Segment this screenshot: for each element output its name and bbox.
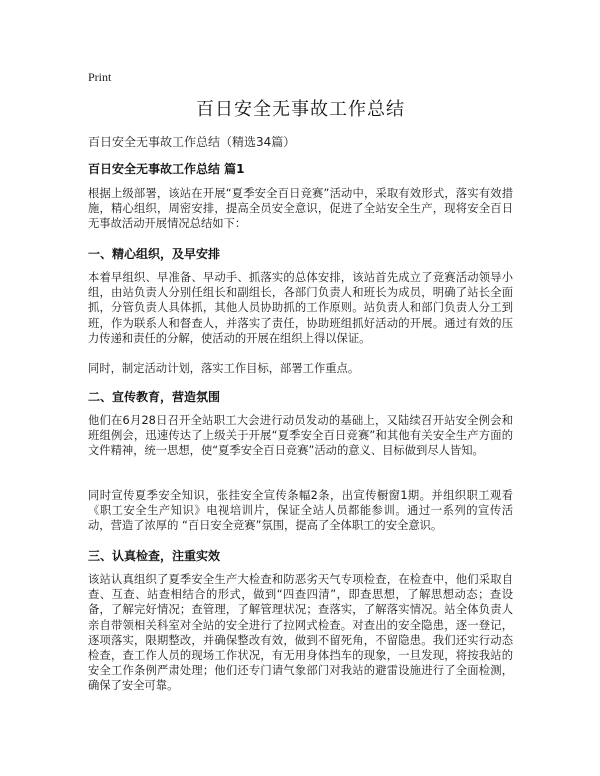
page-title: 百日安全无事故工作总结 — [196, 99, 405, 120]
section-1-paragraph-1: 本着早组织、早准备、早动手、抓落实的总体安排，该站首先成立了竞赛活动领导小组，由站负责人分别任组长和副组长，各部门负责人和班长为成员，明确了站长全面抓，分管负责人具体抓，其他人员协助抓的工作原则。站负责人和部门负责人分工到班，作为联系人和督查人，并落实了责任，协助班组抓好活动的开展。通过有效的压力传递和责任的分解，使活动的开展在组织上得以保证。 — [88, 271, 513, 345]
section-heading-2: 二、宣传教育，营造氛围 — [88, 390, 221, 404]
document-subtitle: 百日安全无事故工作总结（精选34篇） — [88, 135, 296, 149]
article-heading: 百日安全无事故工作总结 篇1 — [88, 162, 245, 176]
print-link[interactable]: Print — [88, 70, 112, 84]
intro-paragraph: 根据上级部署，该站在开展“夏季安全百日竞赛”活动中，采取有效形式，落实有效措施，精心组织，周密安排，提高全员安全意识，促进了全站安全生产，现将安全百日无事故活动开展情况总结如下： — [88, 187, 513, 231]
section-2-paragraph-1: 他们在6月28日召开全站职工大会进行动员发动的基础上，又陆续召开站安全例会和班组例会，迅速传达了上级关于开展“夏季安全百日竞赛”和其他有关安全生产方面的文件精神，统一思想，使“夏季安全百日竞赛”活动的意义、目标做到尽人皆知。 — [88, 414, 513, 458]
section-1-paragraph-2: 同时，制定活动计划，落实工作目标，部署工作重点。 — [88, 362, 360, 375]
section-2-paragraph-2: 同时宣传夏季安全知识，张挂安全宣传条幅2条，出宣传橱窗1期。并组织职工观看《职工安全生产知识》电视培训片，保证全站人员都能参训。通过一系列的宣传活动，营造了浓厚的 “百日安全竞赛”氛围，提高了全体职工的安全意识。 — [88, 489, 513, 533]
section-3-paragraph-1: 该站认真组织了夏季安全生产大检查和防恶劣天气专项检查，在检查中，他们采取自查、互查、站查相结合的形式，做到“四查四清”，即查思想，了解思想动态；查设备，了解完好情况；查管理，了解管理状况；查落实，了解落实情况。站全体负责人亲自带领相关科室对全站的安全进行了拉网式检查。对查出的安全隐患，逐一登记，逐项落实，限期整改，并确保整改有效，做到不留死角，不留隐患。我们还实行动态检查，查工作人员的现场工作状况，有无用身体挡车的现象，一旦发现，将按我站的安全工作条例严肃处理；他们还专门请气象部门对我站的避雷设施进行了全面检测，确保了安全可靠。 — [88, 573, 513, 693]
section-heading-3: 三、认真检查，注重实效 — [88, 549, 221, 563]
section-heading-1: 一、精心组织，及早安排 — [88, 247, 221, 261]
